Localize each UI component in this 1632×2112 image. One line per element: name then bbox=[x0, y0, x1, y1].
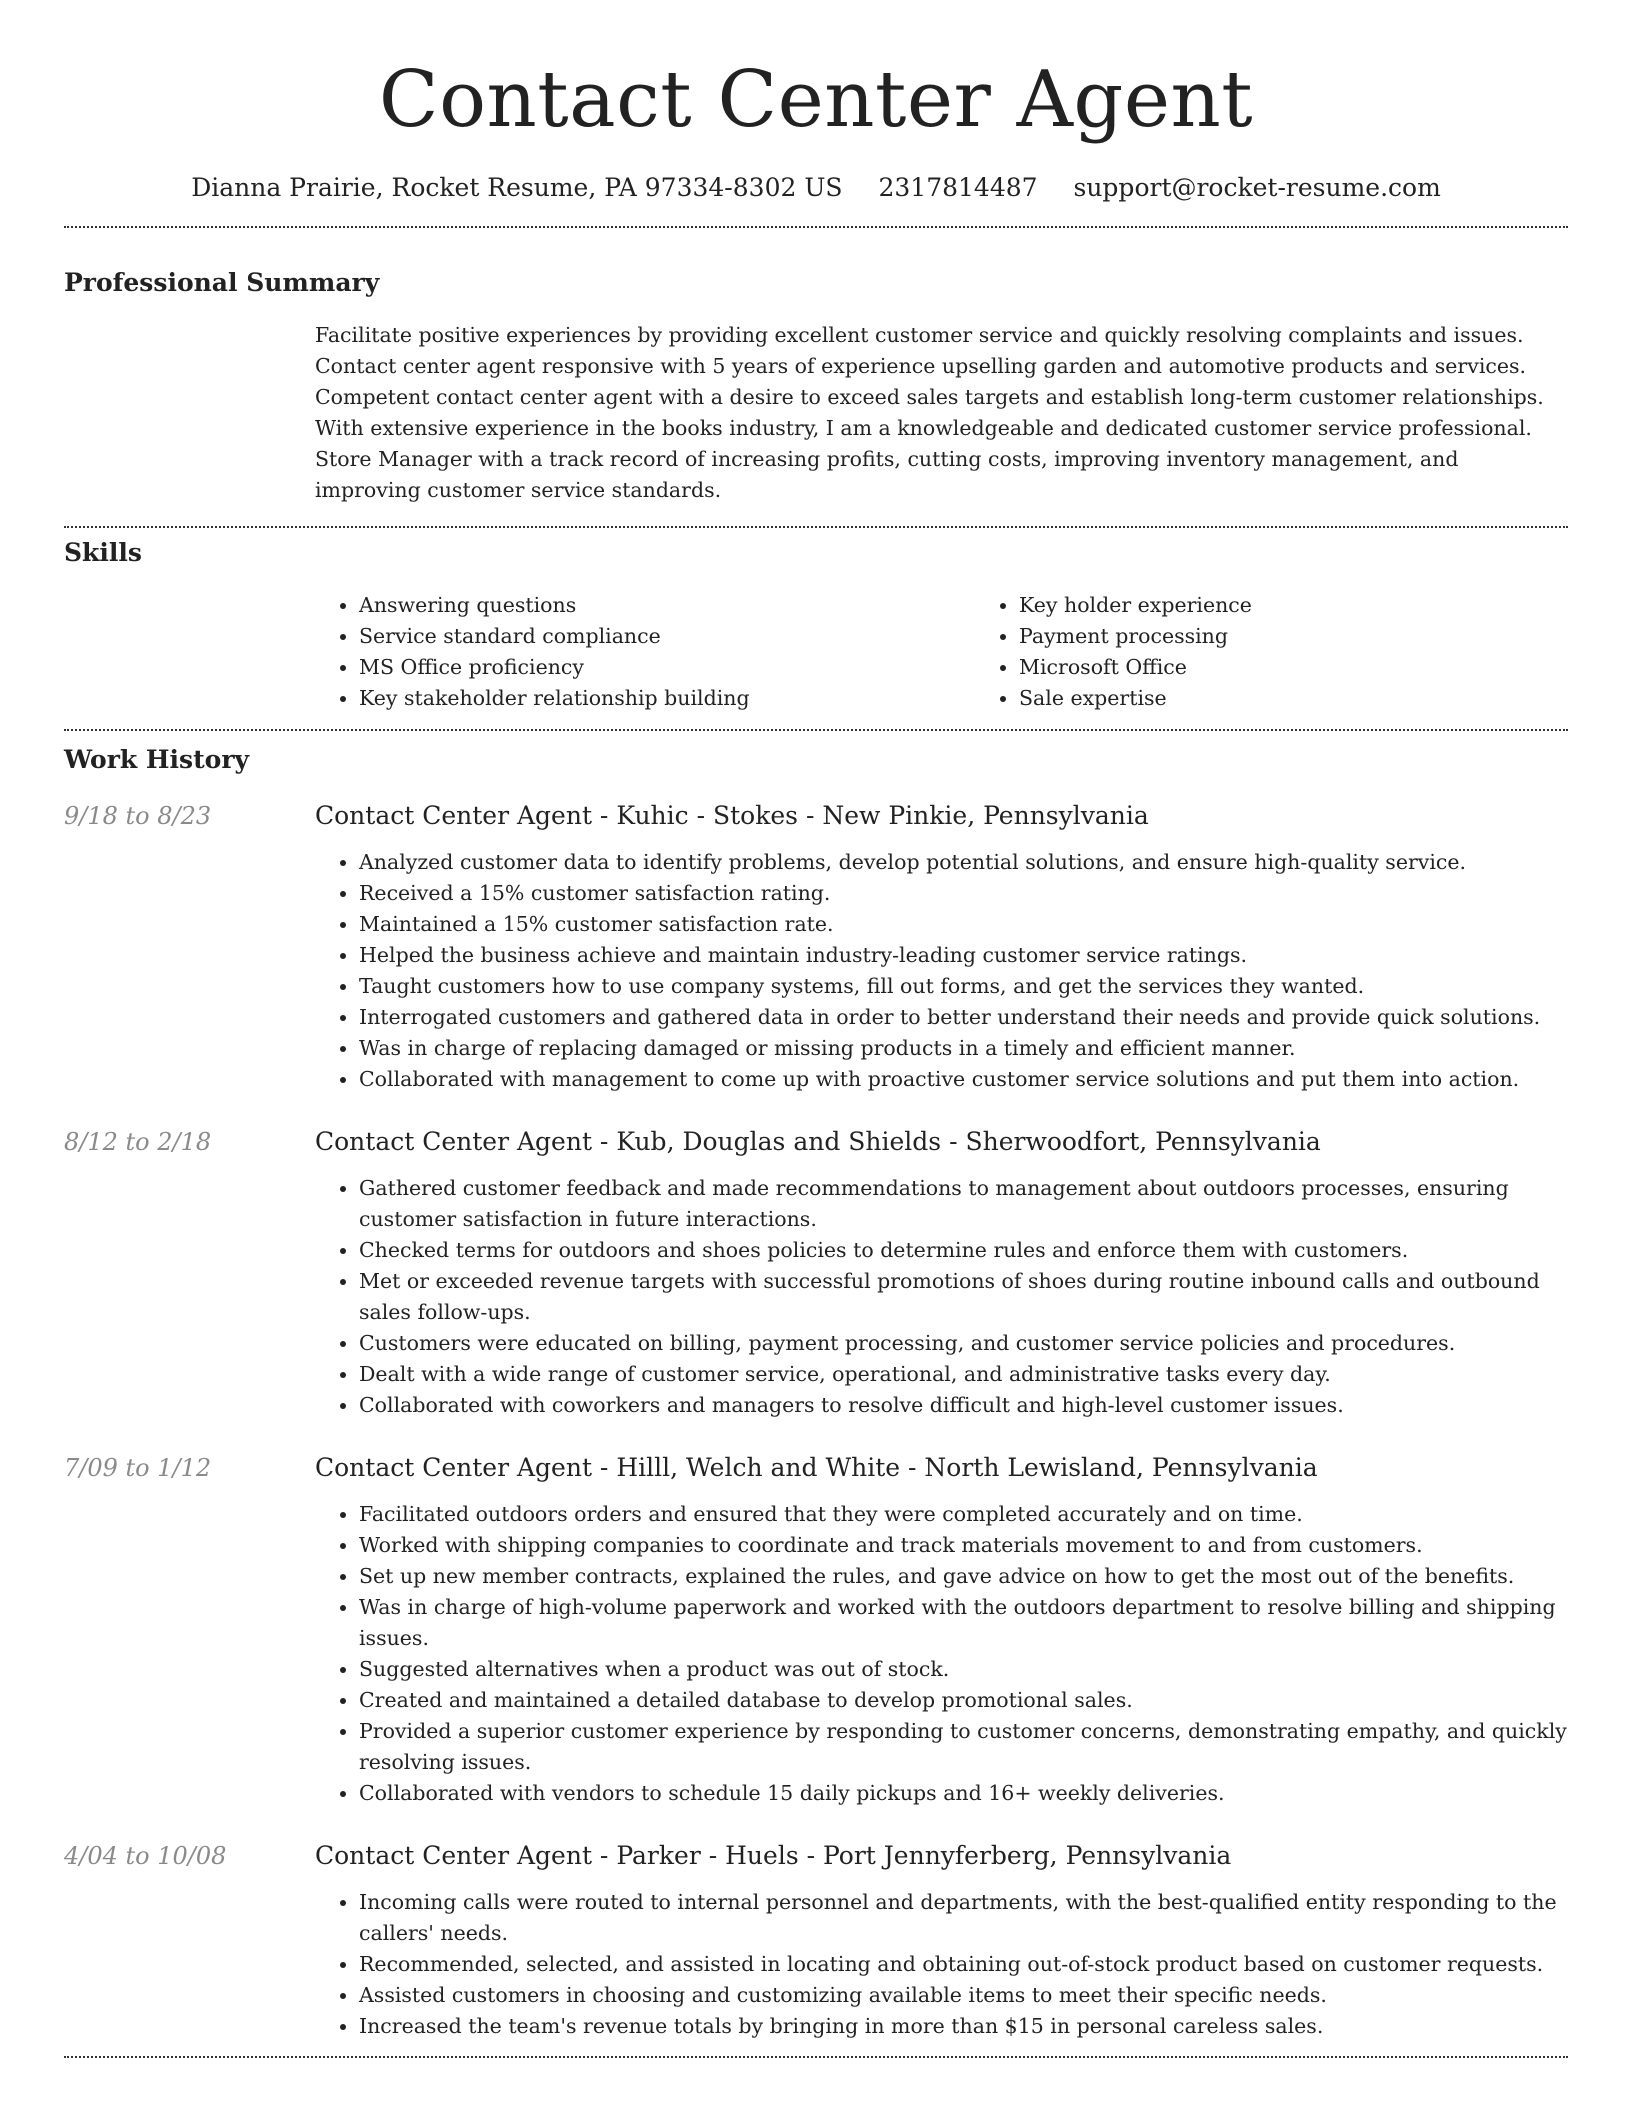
job-bullet: • Set up new member contracts, explained the rules, and gave advice on how to get the most out of the benefits. bbox=[359, 1561, 1568, 1592]
skills-list-left bbox=[315, 590, 975, 714]
job-bullet: • Suggested alternatives when a product was out of stock. bbox=[359, 1654, 1568, 1685]
skills-row bbox=[64, 590, 1568, 714]
skill-item: • Payment processing bbox=[1019, 621, 1632, 652]
job-bullets bbox=[315, 847, 1568, 1095]
job-bullet: • Gathered customer feedback and made recommendations to management about outdoors processes, ensuring customer satisfaction in future interactions. bbox=[359, 1173, 1568, 1235]
skill-item: • Microsoft Office bbox=[1019, 652, 1632, 683]
job-bullet: • Assisted customers in choosing and customizing available items to meet their specific needs. bbox=[359, 1980, 1568, 2011]
job-bullet: • Increased the team's revenue totals by bringing in more than $15 in personal careless sales. bbox=[359, 2011, 1568, 2042]
divider bbox=[64, 2056, 1568, 2058]
job-bullets bbox=[315, 1173, 1568, 1421]
skill-item: • MS Office proficiency bbox=[359, 652, 975, 683]
summary-row bbox=[64, 320, 1568, 506]
job-bullet: • Was in charge of replacing damaged or missing products in a timely and efficient manner. bbox=[359, 1033, 1568, 1064]
job-bullet: • Checked terms for outdoors and shoes policies to determine rules and enforce them with customers. bbox=[359, 1235, 1568, 1266]
divider bbox=[64, 729, 1568, 731]
job-bullet: • Was in charge of high-volume paperwork and worked with the outdoors department to resolve billing and shipping issues. bbox=[359, 1592, 1568, 1654]
job-bullets bbox=[315, 1887, 1568, 2042]
job-bullet: • Provided a superior customer experience by responding to customer concerns, demonstrating empathy, and quickly resolving issues. bbox=[359, 1716, 1568, 1778]
job-bullet: • Dealt with a wide range of customer service, operational, and administrative tasks every day. bbox=[359, 1359, 1568, 1390]
job-title: Contact Center Agent - Kuhic - Stokes - New Pinkie, Pennsylvania bbox=[315, 801, 1149, 830]
contact-address: Dianna Prairie, Rocket Resume, PA 97334-8302 US bbox=[191, 173, 843, 202]
skills-grid bbox=[315, 590, 1632, 714]
job-dates: 9/18 to 8/23 bbox=[64, 802, 212, 830]
job-dates: 8/12 to 2/18 bbox=[64, 1128, 212, 1156]
divider bbox=[64, 226, 1568, 228]
job-dates: 7/09 to 1/12 bbox=[64, 1454, 212, 1482]
job-bullet: • Recommended, selected, and assisted in locating and obtaining out-of-stock product based on customer requests. bbox=[359, 1949, 1568, 1980]
job-bullet: • Facilitated outdoors orders and ensured that they were completed accurately and on time. bbox=[359, 1499, 1568, 1530]
job-dates: 4/04 to 10/08 bbox=[64, 1842, 227, 1870]
work-section bbox=[64, 743, 1568, 2042]
job-title: Contact Center Agent - Parker - Huels - Port Jennyferberg, Pennsylvania bbox=[315, 1841, 1232, 1870]
job-bullet: • Incoming calls were routed to internal personnel and departments, with the best-qualified entity responding to the callers' needs. bbox=[359, 1887, 1568, 1949]
skill-item: • Answering questions bbox=[359, 590, 975, 621]
section-title-skills: Skills bbox=[64, 538, 142, 567]
job-entry bbox=[64, 1839, 1568, 2042]
skill-item: • Sale expertise bbox=[1019, 683, 1632, 714]
job-bullet: • Created and maintained a detailed database to develop promotional sales. bbox=[359, 1685, 1568, 1716]
job-bullet: • Collaborated with vendors to schedule 15 daily pickups and 16+ weekly deliveries. bbox=[359, 1778, 1568, 1809]
job-title: Contact Center Agent - Hilll, Welch and White - North Lewisland, Pennsylvania bbox=[315, 1453, 1318, 1482]
page-title: Contact Center Agent bbox=[378, 55, 1254, 145]
job-bullet: • Received a 15% customer satisfaction rating. bbox=[359, 878, 1568, 909]
job-bullet: • Met or exceeded revenue targets with successful promotions of shoes during routine inbound calls and outbound sales follow-ups. bbox=[359, 1266, 1568, 1328]
contact-email: support@rocket-resume.com bbox=[1073, 173, 1441, 202]
section-title-work: Work History bbox=[64, 745, 250, 774]
job-title: Contact Center Agent - Kub, Douglas and Shields - Sherwoodfort, Pennsylvania bbox=[315, 1127, 1321, 1156]
job-bullet: • Customers were educated on billing, payment processing, and customer service policies and procedures. bbox=[359, 1328, 1568, 1359]
skill-item: • Service standard compliance bbox=[359, 621, 975, 652]
contact-line bbox=[64, 170, 1568, 206]
job-bullet: • Analyzed customer data to identify problems, develop potential solutions, and ensure high-quality service. bbox=[359, 847, 1568, 878]
job-bullet: • Helped the business achieve and maintain industry-leading customer service ratings. bbox=[359, 940, 1568, 971]
job-bullet: • Taught customers how to use company systems, fill out forms, and get the services they wanted. bbox=[359, 971, 1568, 1002]
skill-item: • Key stakeholder relationship building bbox=[359, 683, 975, 714]
summary-section bbox=[64, 266, 1568, 506]
job-entry bbox=[64, 799, 1568, 1095]
skills-section bbox=[64, 536, 1568, 714]
job-bullet: • Interrogated customers and gathered data in order to better understand their needs and provide quick solutions. bbox=[359, 1002, 1568, 1033]
job-entry bbox=[64, 1451, 1568, 1809]
job-bullet: • Worked with shipping companies to coordinate and track materials movement to and from customers. bbox=[359, 1530, 1568, 1561]
summary-text: Facilitate positive experiences by providing excellent customer service and quickly resolving complaints and issues. Contact center agent responsive with 5 years of experience upselling garden and automotive products and services. Competent contact center agent with a desire to exceed sales targets and establish long-term customer relationships. With extensive experience in the books industry, I am a knowledgeable and dedicated customer service professional. Store Manager with a track record of increasing profits, cutting costs, improving inventory management, and improving customer service standards. bbox=[315, 323, 1544, 502]
skills-list-right bbox=[975, 590, 1632, 714]
job-entry bbox=[64, 1125, 1568, 1421]
job-bullet: • Collaborated with management to come up with proactive customer service solutions and put them into action. bbox=[359, 1064, 1568, 1095]
section-title-summary: Professional Summary bbox=[64, 268, 380, 297]
contact-phone: 2317814487 bbox=[878, 173, 1038, 202]
divider bbox=[64, 526, 1568, 528]
job-bullets bbox=[315, 1499, 1568, 1809]
skill-item: • Key holder experience bbox=[1019, 590, 1632, 621]
job-bullet: • Maintained a 15% customer satisfaction rate. bbox=[359, 909, 1568, 940]
job-bullet: • Collaborated with coworkers and managers to resolve difficult and high-level customer issues. bbox=[359, 1390, 1568, 1421]
